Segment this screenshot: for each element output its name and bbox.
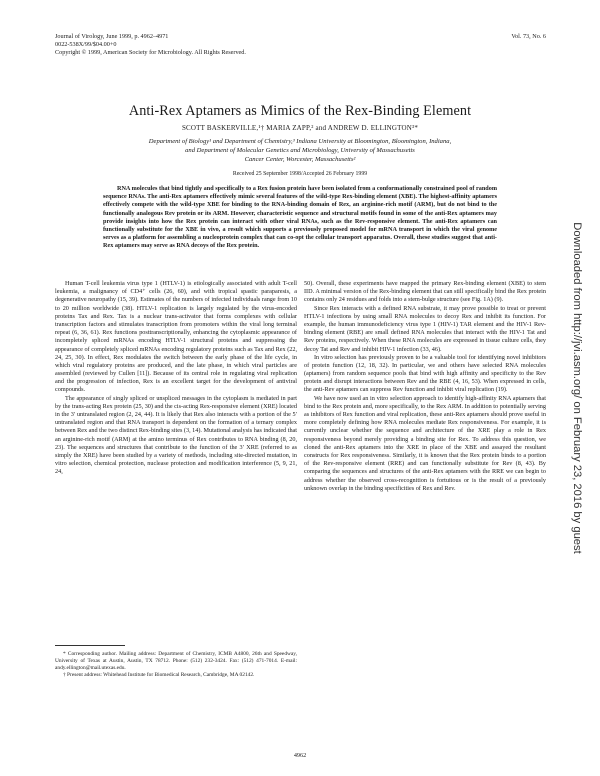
present-address-footnote: † Present address: Whitehead Institute for Biomedical Research, Cambridge, MA 02142.	[63, 672, 255, 678]
issn-line: 0022-538X/99/$04.00+0	[55, 41, 117, 48]
page-number: 4962	[293, 752, 307, 759]
affiliation-line: Cancer Center, Worcester, Massachusetts²	[244, 156, 356, 164]
body-paragraph: We have now used an in vitro selection approach to identify high-affinity RNA aptamers that bind to the Rex protein and, more specifically, to the Rex ARM. In addition to potentially serving as inhibitors of Rex function and viral replication, these anti-Rex aptamers should prove useful in more completely defining how RNA molecules mediate Rex responsiveness. For example, it is currently unclear whether the sequence and architecture of the XRE play a role in Rex responsiveness beyond merely providing a binding site for Rex. To address this question, we cloned the anti-Rex aptamers into the XRE in place of the XBE and assayed the resultant constructs for Rex responsiveness. Similarly, it is known that the Rex protein binds to a portion of the Rev-responsive element (RRE) and can functionally substitute for Rev (8, 43). By comparing the sequences and structures of the anti-Rex aptamers with the RRE we can begin to address whether the observed cross-recognition is fortuitous or is the result of a previously unknown overlap in the binding specificities of Rex and Rev.	[304, 394, 546, 492]
affiliation-line: Department of Biology¹ and Department of Chemistry,³ Indiana University at Bloomington, Bloomington, Indiana,	[148, 138, 452, 145]
footnotes	[55, 651, 297, 679]
footnote-rule	[55, 645, 125, 646]
body-paragraph: In vitro selection has previously proven to be a valuable tool for identifying novel inhibitors of protein function (12, 18, 32). In particular, we and others have selected RNA molecules (aptamers) from random sequence pools that bind with high affinity and specificity to the Rev protein and disrupt interactions between Rev and the RBE (4, 16, 53). When expressed in cells, the anti-Rev aptamers can suppress Rev function and inhibit viral replication (19).	[304, 353, 546, 394]
article-title: Anti-Rex Aptamers as Mimics of the Rex-Binding Element	[128, 103, 472, 119]
copyright-line: Copyright © 1999, American Society for Microbiology. All Rights Reserved.	[55, 49, 246, 56]
download-watermark	[566, 218, 588, 558]
download-watermark-text: Downloaded from http://jvi.asm.org/ on February 23, 2016 by guest	[571, 222, 583, 554]
body-paragraph: Human T-cell leukemia virus type 1 (HTLV-1) is etiologically associated with adult T-cell leukemia, a malignancy of CD4⁺ cells (26, 60), and with tropical spastic paraparesis, a degenerative neuropathy (15, 39). Estimates of the numbers of infected individuals range from 10 to 20 million worldwide (38). HTLV-1 replication is largely regulated by the virus-encoded proteins Tax and Rex. Tax is a nuclear trans-activator that forms complexes with cellular transcription factors and stimulates transcription from promoters within the viral long terminal repeat (6, 36, 61). Rex functions posttranscriptionally, enhancing the cytoplasmic appearance of incompletely spliced mRNAs encoding HTLV-1 structural proteins and suppressing the appearance of completely spliced mRNAs encoding regulatory proteins such as Tax and Rex (22, 24, 25, 30). In effect, Rex modulates the switch between the early phase of the life cycle, in which viral regulatory proteins are produced, and the late phase, in which viral particles are assembled (reviewed by Cullen [11]). Because of its central role in regulating viral replication and the progression of infection, Rex is an excellent target for the development of antiviral compounds.	[55, 280, 297, 394]
affiliations	[60, 137, 540, 165]
received-dates: Received 25 September 1998/Accepted 26 February 1999	[232, 171, 368, 177]
affiliation-line: and Department of Molecular Genetics and Microbiology, University of Massachusetts	[185, 147, 415, 155]
body-column-right	[304, 280, 546, 493]
body-paragraph: 50). Overall, these experiments have mapped the primary Rex-binding element (XBE) to stem IID. A minimal version of the Rex-binding element that can still specifically bind the Rex protein contains only 24 residues and folds into a stem-bulge structure (see Fig. 1A) (9).	[304, 280, 546, 304]
journal-header	[55, 33, 355, 57]
corresponding-author-footnote: * Corresponding author. Mailing address: Department of Chemistry, ICMB A4800, 26th and Speedway, University of Texas at Austin, Austin, TX 78712. Phone: (512) 232-3424. Fax: (512) 471-7014. E-mail: andy.ellington@mail.utexas.edu.	[55, 651, 297, 671]
abstract: RNA molecules that bind tightly and specifically to a Rex fusion protein have been isolated from a conformationally constrained pool of random sequence RNAs. The anti-Rex aptamers effectively mimic several features of the wild-type Rex-binding element (XBE). The highest-affinity aptamers effectively compete with the wild-type XBE for binding to the RNA-binding domain of Rex, an arginine-rich motif (ARM), but do not bind to the functionally analogous Rev protein or its ARM. However, characteristic sequence and structural motifs found in some of the anti-Rex aptamers may provide insights into how the Rex protein can interact with other viral RNAs, such as the Rev-responsive element. The anti-Rex aptamers can functionally substitute for the XBE in vivo, a result which supports a previously proposed model for mRNA transport in which the viral genome serves as a platform for assembling a nucleoprotein complex that can co-opt the cellular transport apparatus. Overall, these studies suggest that anti-Rex aptamers may serve as RNA decoys of the Rex protein.	[103, 185, 497, 250]
author-list: SCOTT BASKERVILLE,¹† MARIA ZAPP,² and ANDREW D. ELLINGTON³*	[181, 124, 419, 132]
body-paragraph: The appearance of singly spliced or unspliced messages in the cytoplasm is mediated in part by the trans-acting Rex protein (25, 30) and the cis-acting Rex-responsive element (XRE) located in the 3′ untranslated region (2, 24, 44). It is likely that Rex also interacts with a portion of the 5′ untranslated region and that RNA transport is dependent on the formation of a ternary complex between Rex and the two distinct Rex-binding sites (3, 14). Mutational analysis has indicated that an arginine-rich motif (ARM) at the amino terminus of Rex contributes to RNA binding (8, 20, 23). The sequences and structures that contribute to the function of the 3′ XRE (referred to as simply the XRE) have been studied by a variety of methods, including site-directed mutation, in vitro selection, chemical protection, nuclease protection and modification interference (5, 9, 21, 24,	[55, 394, 297, 476]
journal-line: Journal of Virology, June 1999, p. 4962–4971	[55, 33, 169, 40]
volume-issue: Vol. 73, No. 6	[511, 33, 546, 40]
body-column-left	[55, 280, 297, 477]
body-paragraph: Since Rex interacts with a defined RNA substrate, it may prove possible to treat or prevent HTLV-1 infections by using small RNA molecules to decoy Rex and inhibit its function. For example, the human immunodeficiency virus type 1 (HIV-1) TAR element and the HIV-1 Rev-binding element (RBE) are small defined RNA molecules that interact with the HIV-1 Tat and Rev proteins, respectively. When these RNA molecules are expressed in tissue culture cells, they decoy Tat and Rev and inhibit HIV-1 infection (33, 46).	[304, 304, 546, 353]
